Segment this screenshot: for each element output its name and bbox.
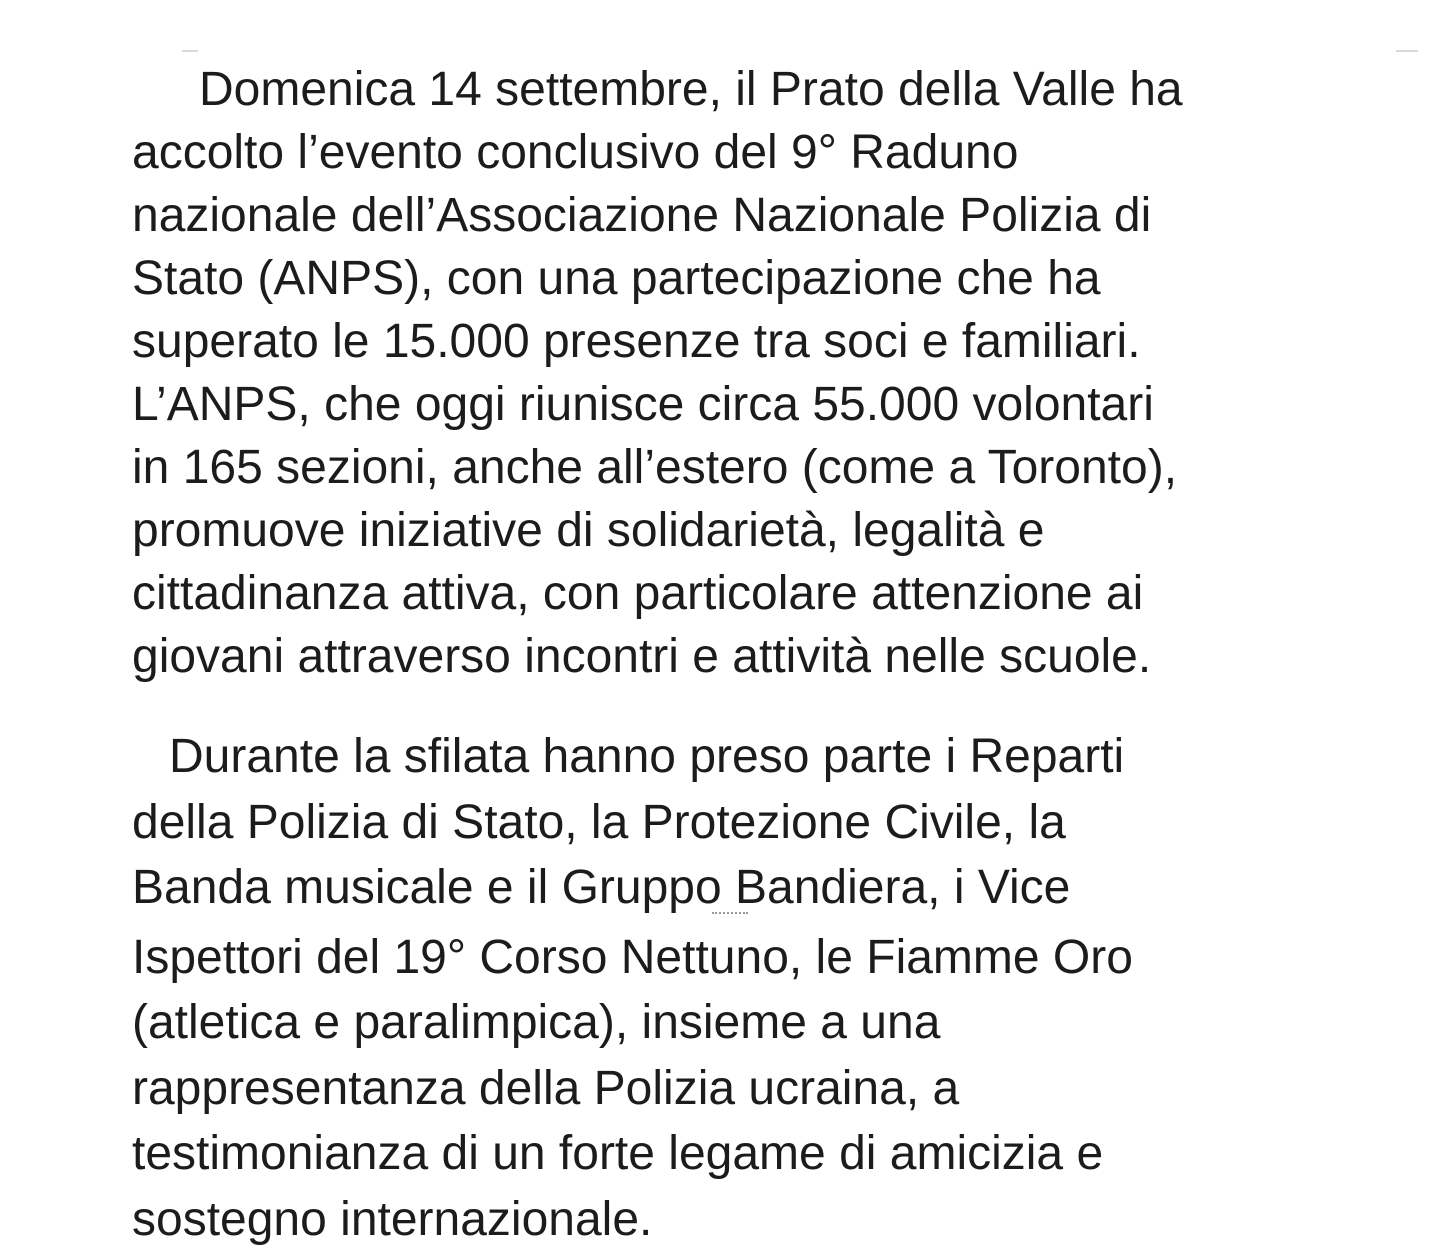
text-line: in 165 sezioni, anche all’estero (come a Toronto), [132, 436, 1382, 499]
text-line: testimonianza di un forte legame di amicizia e [132, 1121, 1382, 1187]
text-line: Stato (ANPS), con una partecipazione che ha [132, 247, 1382, 310]
text-line: giovani attraverso incontri e attività nelle scuole. [132, 625, 1382, 688]
text-line: nazionale dell’Associazione Nazionale Polizia di [132, 184, 1382, 247]
text-line: Banda musicale e il Gruppo Bandiera, i Vice [132, 855, 1382, 921]
text-line: L’ANPS, che oggi riunisce circa 55.000 volontari [132, 373, 1382, 436]
text-line: sostegno internazionale. [132, 1187, 1382, 1252]
text-line: (atletica e paralimpica), insieme a una [132, 990, 1382, 1056]
text-line: accolto l’evento conclusivo del 9° Raduno [132, 121, 1382, 184]
text-line: superato le 15.000 presenze tra soci e familiari. [132, 310, 1382, 373]
text-line: Ispettori del 19° Corso Nettuno, le Fiamme Oro [132, 925, 1382, 991]
page-corner-mark-right [1396, 50, 1418, 52]
text-line: Durante la sfilata hanno preso parte i Reparti [132, 724, 1382, 790]
page-corner-mark-left [182, 50, 198, 52]
text-line: cittadinanza attiva, con particolare attenzione ai [132, 562, 1382, 625]
text-line: rappresentanza della Polizia ucraina, a [132, 1056, 1382, 1122]
text-line: della Polizia di Stato, la Protezione Civile, la [132, 790, 1382, 856]
text-line: Domenica 14 settembre, il Prato della Valle ha [132, 58, 1382, 121]
paragraph-2 [132, 724, 1382, 1252]
text-line: promuove iniziative di solidarietà, legalità e [132, 499, 1382, 562]
paragraph-1 [132, 58, 1382, 688]
